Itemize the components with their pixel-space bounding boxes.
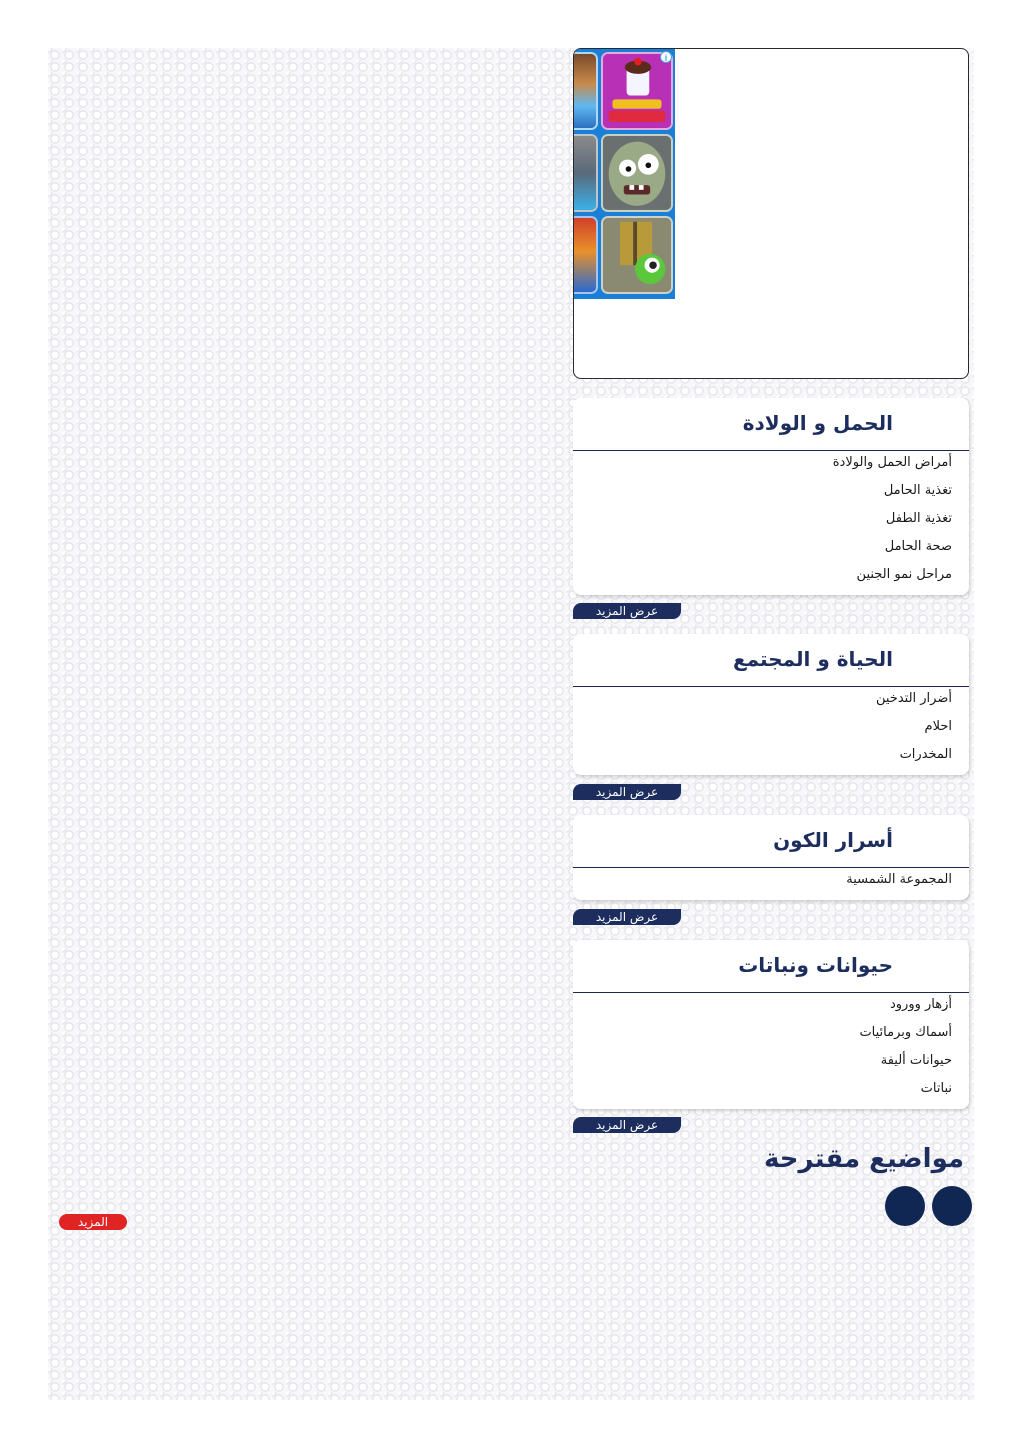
category-link[interactable]: المجموعة الشمسية [846,872,952,887]
ad-game-tile-zombie[interactable] [601,134,673,212]
category-link[interactable]: أمراض الحمل والولادة [832,455,952,470]
category-card-pregnancy [573,398,969,595]
category-link[interactable]: تغذية الطفل [885,511,952,526]
ice-cream-art [603,54,671,128]
category-link[interactable]: أضرار التدخين [875,691,952,706]
category-card-header [573,634,969,687]
monster-art [603,218,671,292]
ad-game-tile-freezeria[interactable] [601,52,673,130]
category-card-animals-plants [573,940,969,1109]
ad-game-tile-monster[interactable] [601,216,673,294]
category-title[interactable]: أسرار الكون [773,828,893,852]
category-link[interactable]: نباتات [920,1081,952,1096]
ad-info-icon[interactable]: i [660,51,672,63]
category-link-list [573,451,969,595]
ad-container [573,48,969,379]
carousel-dot[interactable] [885,1186,925,1226]
category-link[interactable]: أسماك وبرمائيات [859,1025,952,1040]
show-more-button[interactable]: عرض المزيد [573,603,681,619]
more-button[interactable]: المزيد [59,1214,127,1230]
suggested-topics-title: مواضيع مقترحة [764,1144,964,1174]
category-link-list [573,993,969,1109]
category-link[interactable]: أزهار وورود [889,997,952,1012]
zombie-art [603,136,671,210]
ad-game-tile[interactable] [574,134,598,212]
category-link[interactable]: مراحل نمو الجنين [856,567,952,582]
category-card-life-society [573,634,969,775]
category-title[interactable]: حيوانات ونباتات [738,953,893,977]
category-title[interactable]: الحمل و الولادة [742,411,893,435]
category-card-header [573,398,969,451]
category-link[interactable]: احلام [924,719,952,734]
category-link-list [573,687,969,775]
category-link[interactable]: صحة الحامل [884,539,952,554]
show-more-button[interactable]: عرض المزيد [573,1117,681,1133]
show-more-button[interactable]: عرض المزيد [573,909,681,925]
category-link[interactable]: حيوانات أليفة [880,1053,952,1068]
category-link[interactable]: المخدرات [899,747,952,762]
category-card-header [573,815,969,868]
category-title[interactable]: الحياة و المجتمع [732,647,893,671]
category-link-list [573,868,969,900]
category-link[interactable]: تغذية الحامل [883,483,952,498]
category-card-universe [573,815,969,900]
ad-game-tile[interactable] [574,52,598,130]
ad-game-tile[interactable] [574,216,598,294]
show-more-button[interactable]: عرض المزيد [573,784,681,800]
category-card-header [573,940,969,993]
carousel-dot[interactable] [932,1186,972,1226]
ad-games-banner[interactable] [574,49,675,299]
